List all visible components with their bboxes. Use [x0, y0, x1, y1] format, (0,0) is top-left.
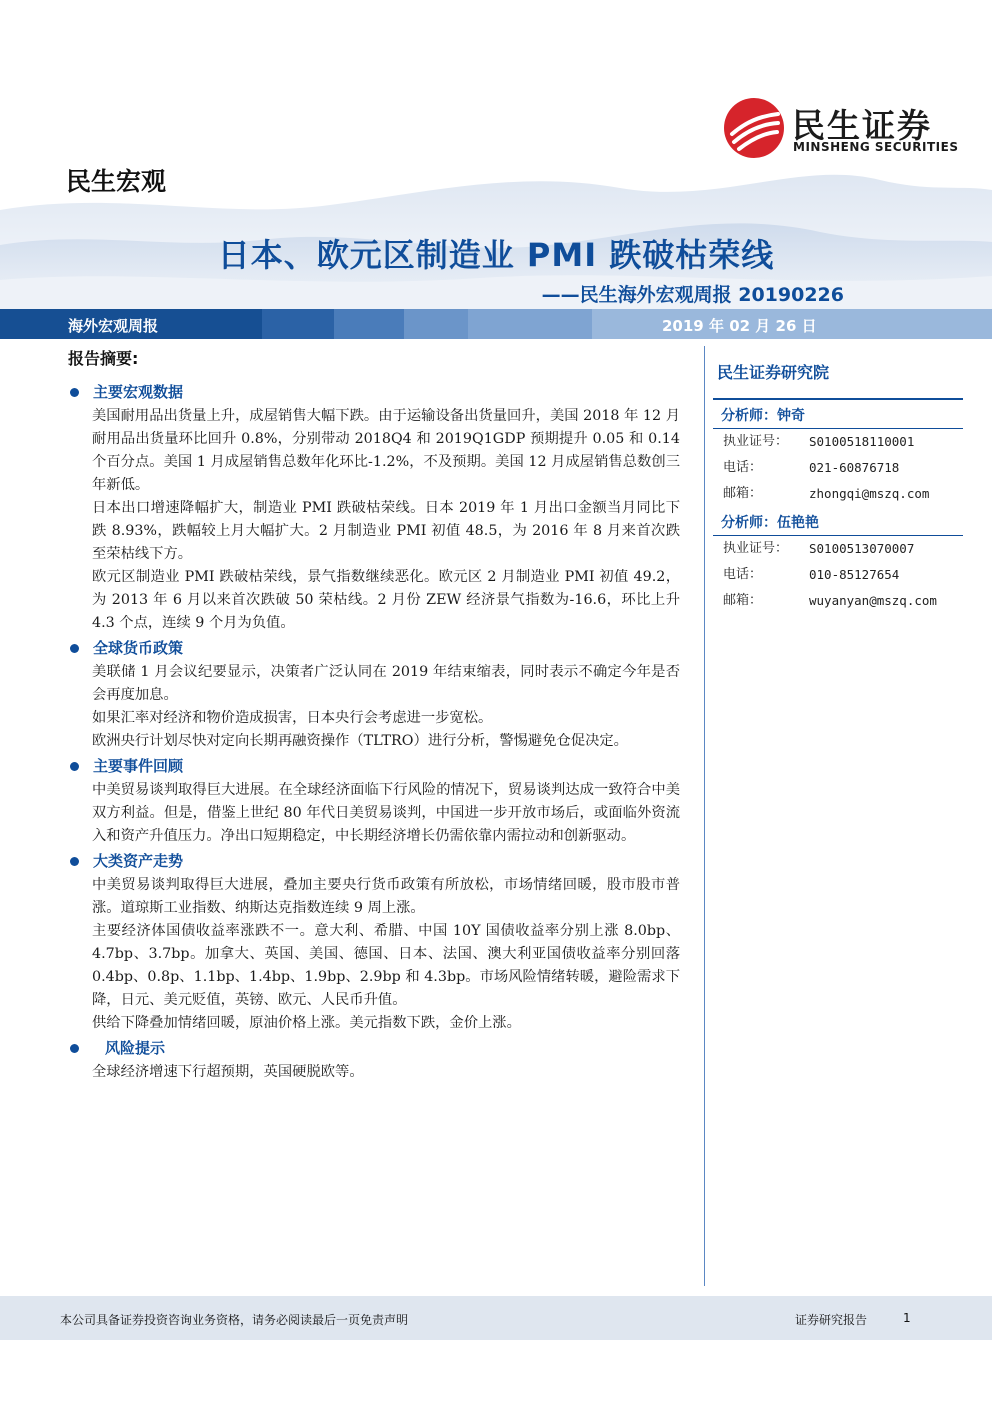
- field-label: 邮箱：: [723, 486, 763, 501]
- analyst-license-row: [713, 429, 963, 455]
- report-type: 证券研究报告: [795, 1313, 868, 1327]
- summary-section-events: [68, 755, 680, 848]
- paragraph: 中美贸易谈判取得巨大进展。在全球经济面临下行风险的情况下，贸易谈判达成一致符合中美双方利益。但是，借鉴上世纪 80 年代日美贸易谈判，中国进一步开放市场后，或面临外资流入和资产升值压力。净出口短期稳定，中长期经济增长仍需依靠内需拉动和创新驱动。: [92, 782, 680, 844]
- section-heading: [68, 381, 680, 403]
- bullet-icon: [70, 388, 79, 397]
- email-link[interactable]: wuyanyan@mszq.com: [809, 593, 937, 608]
- brand-title: 民生宏观: [66, 167, 167, 196]
- bullet-icon: [70, 1044, 79, 1053]
- section-heading-text: 大类资产走势: [93, 852, 184, 870]
- paragraph: 主要经济体国债收益率涨跌不一。意大利、希腊、中国 10Y 国债收益率分别上涨 8.0bp、4.7bp、3.7bp。加拿大、英国、美国、德国、日本、法国、澳大利亚国债收益率分别回落 0.4bp、0.8p、1.1bp、1.4bp、1.9bp、2.9bp 和 4.3bp。市场风险情绪转暖，避险需求下降，日元、美元贬值，英镑、欧元、人民币升值。: [92, 923, 680, 1008]
- summary-section-risk: [68, 1037, 680, 1084]
- analyst-phone-row: [713, 455, 963, 481]
- field-label: 电话：: [723, 460, 763, 475]
- section-heading-text: 全球货币政策: [93, 639, 184, 657]
- phone-number: 021-60876718: [809, 460, 900, 475]
- institute-name: 民生证券研究院: [717, 363, 830, 382]
- report-category: 海外宏观周报: [68, 317, 159, 335]
- report-subtitle: ——民生海外宏观周报 20190226: [541, 284, 844, 306]
- band-segment: [468, 309, 592, 339]
- minsheng-logo-icon: [722, 96, 786, 160]
- analyst-email-row: [713, 481, 963, 507]
- field-label: 邮箱：: [723, 593, 763, 608]
- bullet-icon: [70, 762, 79, 771]
- paragraph: 欧元区制造业 PMI 跌破枯荣线，景气指数继续恶化。欧元区 2 月制造业 PMI 初值 49.2，为 2013 年 6 月以来首次跌破 50 荣枯线。2 月份 ZEW 经济景气指数为-16.6，环比上升 4.3 个点，连续 9 个月为负值。: [92, 569, 680, 631]
- bullet-icon: [70, 857, 79, 866]
- band-segment: [404, 309, 468, 339]
- band-segment: [262, 309, 334, 339]
- section-heading: [68, 755, 680, 777]
- section-heading-text: 主要事件回顾: [93, 757, 184, 775]
- summary-column: [68, 346, 680, 1084]
- paragraph: 供给下降叠加情绪回暖，原油价格上涨。美元指数下跌，金价上涨。: [92, 1015, 521, 1031]
- summary-title: 报告摘要:: [68, 349, 139, 368]
- report-date: 2019 年 02 月 26 日: [662, 317, 817, 335]
- bullet-icon: [70, 644, 79, 653]
- section-band: [0, 309, 992, 339]
- field-label: 执业证号：: [723, 434, 789, 449]
- section-heading-text: 主要宏观数据: [93, 383, 184, 401]
- report-title: 日本、欧元区制造业 PMI 跌破枯荣线: [217, 236, 775, 274]
- analyst-sidebar: [713, 358, 963, 614]
- logo-english-name: MINSHENG SECURITIES: [793, 140, 959, 154]
- analyst-license-row: [713, 536, 963, 562]
- field-label: 电话：: [723, 567, 763, 582]
- analyst-email-row: [713, 588, 963, 614]
- paragraph: 美联储 1 月会议纪要显示，决策者广泛认同在 2019 年结束缩表，同时表示不确定今年是否会再度加息。: [92, 664, 680, 703]
- logo-chinese-name: 民生证券: [792, 106, 932, 145]
- page-number: 1: [903, 1311, 911, 1325]
- paragraph: 全球经济增速下行超预期，英国硬脱欧等。: [92, 1064, 364, 1080]
- email-link[interactable]: zhongqi@mszq.com: [809, 486, 930, 501]
- phone-number: 010-85127654: [809, 567, 900, 582]
- paragraph: 中美贸易谈判取得巨大进展，叠加主要央行货币政策有所放松，市场情绪回暖，股市股市普涨。道琼斯工业指数、纳斯达克指数连续 9 周上涨。: [92, 877, 680, 916]
- company-logo: [722, 96, 959, 160]
- column-divider: [704, 346, 705, 1286]
- section-heading: [68, 1037, 680, 1059]
- paragraph: 欧洲央行计划尽快对定向长期再融资操作（TLTRO）进行分析，警惕避免仓促决定。: [92, 733, 628, 749]
- paragraph: 如果汇率对经济和物价造成损害，日本央行会考虑进一步宽松。: [92, 710, 493, 726]
- institute-divider: [713, 398, 963, 400]
- page-footer: [0, 1296, 992, 1340]
- license-number: S0100513070007: [809, 541, 915, 556]
- license-number: S0100518110001: [809, 434, 915, 449]
- summary-section-monetary-policy: [68, 637, 680, 753]
- section-heading: [68, 637, 680, 659]
- paragraph: 日本出口增速降幅扩大，制造业 PMI 跌破枯荣线。日本 2019 年 1 月出口金额当月同比下跌 8.93%，跌幅较上月大幅扩大。2 月制造业 PMI 初值 48.5，为 2016 年 8 月来首次跌至荣枯线下方。: [92, 500, 680, 562]
- analyst-phone-row: [713, 562, 963, 588]
- band-segment: [334, 309, 404, 339]
- analyst-heading: 分析师：伍艳艳: [713, 511, 963, 536]
- summary-section-macro-data: [68, 381, 680, 635]
- section-heading-text: 风险提示: [105, 1039, 166, 1057]
- section-heading: [68, 850, 680, 872]
- disclaimer-text: 本公司具备证券投资咨询业务资格，请务必阅读最后一页免责声明: [60, 1313, 409, 1327]
- summary-section-assets: [68, 850, 680, 1035]
- field-label: 执业证号：: [723, 541, 789, 556]
- analyst-heading: 分析师：钟奇: [713, 404, 963, 429]
- paragraph: 美国耐用品出货量上升，成屋销售大幅下跌。由于运输设备出货量回升，美国 2018 年 12 月耐用品出货量环比回升 0.8%，分别带动 2018Q4 和 2019Q1GDP 预期提升 0.05 和 0.14 个百分点。美国 1 月成屋销售总数年化环比-1.2%，不及预期。美国 12 月成屋销售总数创三年新低。: [92, 408, 680, 493]
